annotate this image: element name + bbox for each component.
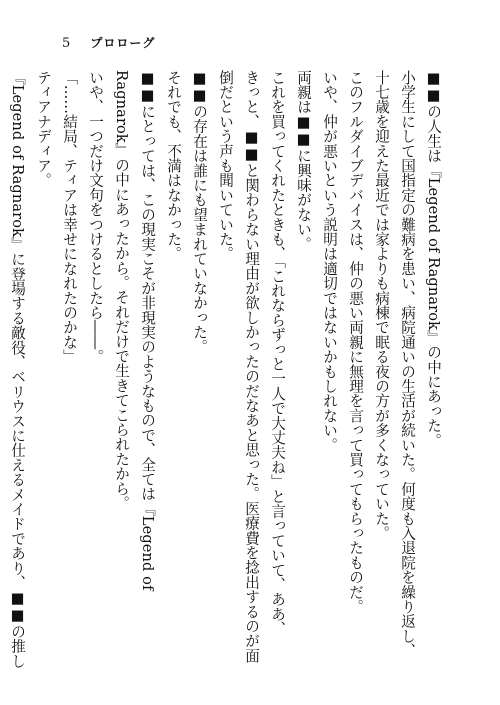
text-line: 小学生にして国指定の難病を患い、病院通いの生活が続いた。何度も入退院を繰り返し、 bbox=[399, 70, 416, 658]
text-line: 「……結局、ティアは幸せになれたのかな」 bbox=[61, 70, 78, 364]
text-line: ■■の人生は『Legend of Ragnarok』の中にあった。 bbox=[425, 70, 442, 448]
text-line: このフルダイブデバイスは、仲の悪い両親に無理を言って買ってもらったものだ。 bbox=[347, 70, 364, 614]
page-number: 5 bbox=[62, 36, 72, 51]
text-line: 両親は■■に興味がない。 bbox=[295, 70, 312, 252]
text-line: 倒だという声も聞いていた。 bbox=[217, 70, 234, 262]
text-line: ティアナディア。 bbox=[35, 70, 52, 188]
novel-body-text bbox=[4, 70, 446, 670]
page-header bbox=[62, 34, 155, 51]
text-line: 『Legend of Ragnarok』に登場する敵役、ベリウスに仕えるメイドであり、■■の推し bbox=[9, 70, 26, 669]
chapter-title: プロローグ bbox=[90, 36, 156, 50]
text-line: 十七歳を迎えた最近では家よりも病棟で眠る夜の方が多くなっていた。 bbox=[373, 70, 390, 541]
text-line: いや、一つだけ文句をつけるとしたら――。 bbox=[87, 70, 104, 364]
text-line: ■■の存在は誰にも望まれていなかった。 bbox=[191, 70, 208, 355]
text-line: Ragnarok』の中にあったから。それだけで生きてこられたから。 bbox=[113, 70, 130, 511]
text-line: これを買ってくれたときも、「これならずっと一人で大丈夫ね」と言っていて、ああ、 bbox=[269, 70, 286, 636]
text-line: きっと、■■と関わらない理由が欲しかったのだなあと思った。医療費を捻出するのが面 bbox=[243, 70, 260, 663]
text-line: いや、仲が悪いという説明は適切ではないかもしれない。 bbox=[321, 70, 338, 453]
text-line: それでも、不満はなかった。 bbox=[165, 70, 182, 262]
text-line: ■■にとっては、この現実こそが非現実のようなもので、全ては『Legend of bbox=[139, 70, 156, 591]
